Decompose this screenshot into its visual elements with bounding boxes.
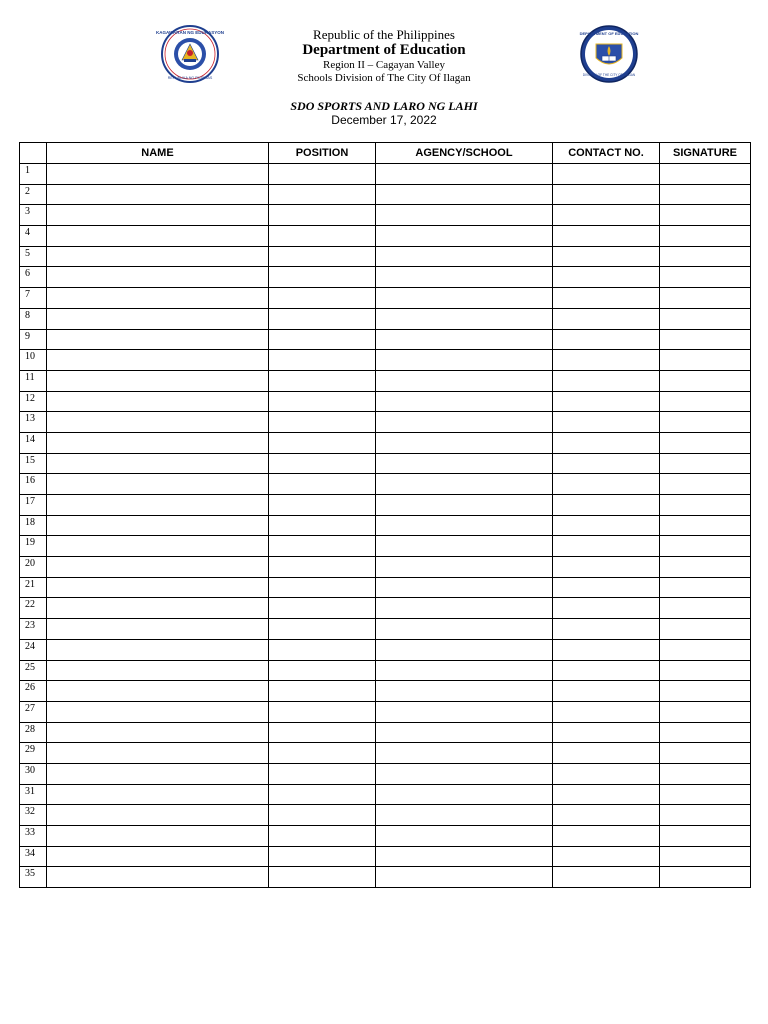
row-number: 9 [20, 329, 47, 350]
contact-no-cell[interactable] [553, 453, 660, 474]
agency-school-cell[interactable] [376, 557, 553, 578]
agency-school-cell[interactable] [376, 619, 553, 640]
table-row [20, 598, 751, 619]
agency-school-cell[interactable] [376, 246, 553, 267]
agency-school-cell[interactable] [376, 536, 553, 557]
contact-no-cell[interactable] [553, 474, 660, 495]
name-cell[interactable] [47, 267, 269, 288]
position-cell[interactable] [269, 267, 376, 288]
signature-cell[interactable] [660, 536, 751, 557]
position-cell[interactable] [269, 557, 376, 578]
position-cell[interactable] [269, 412, 376, 433]
position-cell[interactable] [269, 722, 376, 743]
right-seal-top-text: DEPARTMENT OF EDUCATION [579, 31, 639, 36]
row-number: 25 [20, 660, 47, 681]
position-cell[interactable] [269, 370, 376, 391]
contact-no-cell[interactable] [553, 743, 660, 764]
signature-cell[interactable] [660, 846, 751, 867]
name-cell[interactable] [47, 350, 269, 371]
contact-no-cell[interactable] [553, 784, 660, 805]
table-row [20, 826, 751, 847]
contact-no-cell[interactable] [553, 246, 660, 267]
signature-cell[interactable] [660, 391, 751, 412]
name-cell[interactable] [47, 826, 269, 847]
row-number: 13 [20, 412, 47, 433]
position-cell[interactable] [269, 453, 376, 474]
row-number: 15 [20, 453, 47, 474]
table-row [20, 536, 751, 557]
department-title: Department of Education [302, 42, 466, 58]
table-row [20, 329, 751, 350]
signature-cell[interactable] [660, 577, 751, 598]
position-cell[interactable] [269, 205, 376, 226]
agency-school-cell[interactable] [376, 784, 553, 805]
row-number: 24 [20, 639, 47, 660]
table-row [20, 267, 751, 288]
name-cell[interactable] [47, 205, 269, 226]
name-cell[interactable] [47, 474, 269, 495]
table-row [20, 308, 751, 329]
position-cell[interactable] [269, 846, 376, 867]
row-number: 11 [20, 370, 47, 391]
table-row [20, 474, 751, 495]
signature-cell[interactable] [660, 681, 751, 702]
signature-cell[interactable] [660, 763, 751, 784]
position-cell[interactable] [269, 308, 376, 329]
signature-cell[interactable] [660, 164, 751, 185]
agency-school-cell[interactable] [376, 432, 553, 453]
contact-no-cell[interactable] [553, 350, 660, 371]
position-cell[interactable] [269, 598, 376, 619]
contact-no-cell[interactable] [553, 557, 660, 578]
table-row [20, 164, 751, 185]
left-seal-top-text: KAGAWARAN NG EDUKASYON [155, 30, 225, 35]
agency-school-cell[interactable] [376, 164, 553, 185]
name-cell[interactable] [47, 370, 269, 391]
position-cell[interactable] [269, 639, 376, 660]
position-cell[interactable] [269, 432, 376, 453]
agency-school-cell[interactable] [376, 205, 553, 226]
row-number: 2 [20, 184, 47, 205]
contact-no-cell[interactable] [553, 763, 660, 784]
table-row [20, 867, 751, 888]
position-cell[interactable] [269, 701, 376, 722]
row-number: 5 [20, 246, 47, 267]
agency-school-cell[interactable] [376, 329, 553, 350]
name-cell[interactable] [47, 536, 269, 557]
position-cell[interactable] [269, 536, 376, 557]
name-cell[interactable] [47, 557, 269, 578]
position-column-header: POSITION [269, 143, 376, 164]
name-cell[interactable] [47, 164, 269, 185]
signature-cell[interactable] [660, 826, 751, 847]
signature-cell[interactable] [660, 453, 751, 474]
name-cell[interactable] [47, 598, 269, 619]
table-row [20, 515, 751, 536]
signature-cell[interactable] [660, 474, 751, 495]
contact-no-cell[interactable] [553, 701, 660, 722]
position-cell[interactable] [269, 350, 376, 371]
contact-no-cell[interactable] [553, 495, 660, 516]
row-number: 23 [20, 619, 47, 640]
agency-school-cell[interactable] [376, 226, 553, 247]
name-cell[interactable] [47, 391, 269, 412]
position-cell[interactable] [269, 660, 376, 681]
name-cell[interactable] [47, 660, 269, 681]
position-cell[interactable] [269, 474, 376, 495]
agency-school-cell[interactable] [376, 598, 553, 619]
signature-cell[interactable] [660, 432, 751, 453]
region-text: Region II – Cagayan Valley [323, 59, 445, 71]
agency-school-cell[interactable] [376, 495, 553, 516]
row-number: 20 [20, 557, 47, 578]
agency-school-cell[interactable] [376, 826, 553, 847]
agency-school-cell[interactable] [376, 743, 553, 764]
signature-cell[interactable] [660, 805, 751, 826]
position-cell[interactable] [269, 763, 376, 784]
agency-school-cell[interactable] [376, 577, 553, 598]
row-number: 14 [20, 432, 47, 453]
row-number: 33 [20, 826, 47, 847]
position-cell[interactable] [269, 226, 376, 247]
row-number: 32 [20, 805, 47, 826]
name-cell[interactable] [47, 784, 269, 805]
name-cell[interactable] [47, 453, 269, 474]
table-row [20, 681, 751, 702]
table-row [20, 701, 751, 722]
number-column-header [20, 143, 47, 164]
row-number: 26 [20, 681, 47, 702]
position-cell[interactable] [269, 743, 376, 764]
sdo-ilagan-seal-icon [574, 24, 644, 84]
position-cell[interactable] [269, 681, 376, 702]
name-cell[interactable] [47, 329, 269, 350]
event-date: December 17, 2022 [331, 113, 437, 127]
contact-no-cell[interactable] [553, 826, 660, 847]
contact-no-cell[interactable] [553, 639, 660, 660]
table-row [20, 805, 751, 826]
signature-cell[interactable] [660, 867, 751, 888]
signature-cell[interactable] [660, 784, 751, 805]
position-cell[interactable] [269, 826, 376, 847]
name-cell[interactable] [47, 288, 269, 309]
agency-school-cell[interactable] [376, 846, 553, 867]
row-number: 12 [20, 391, 47, 412]
name-cell[interactable] [47, 412, 269, 433]
signature-cell[interactable] [660, 267, 751, 288]
row-number: 21 [20, 577, 47, 598]
name-cell[interactable] [47, 722, 269, 743]
table-row [20, 453, 751, 474]
name-cell[interactable] [47, 763, 269, 784]
contact-no-cell[interactable] [553, 722, 660, 743]
table-row [20, 412, 751, 433]
agency-school-cell[interactable] [376, 722, 553, 743]
signature-cell[interactable] [660, 557, 751, 578]
name-cell[interactable] [47, 867, 269, 888]
table-row [20, 763, 751, 784]
position-cell[interactable] [269, 805, 376, 826]
table-row [20, 577, 751, 598]
letterhead [0, 26, 768, 84]
agency-school-cell[interactable] [376, 660, 553, 681]
signature-cell[interactable] [660, 412, 751, 433]
signature-cell[interactable] [660, 701, 751, 722]
row-number: 17 [20, 495, 47, 516]
name-cell[interactable] [47, 619, 269, 640]
division-text: Schools Division of The City Of Ilagan [297, 72, 471, 84]
contact-no-cell[interactable] [553, 205, 660, 226]
signature-cell[interactable] [660, 246, 751, 267]
name-cell[interactable] [47, 226, 269, 247]
agency-school-cell[interactable] [376, 184, 553, 205]
contact-no-cell[interactable] [553, 329, 660, 350]
contact-no-column-header: CONTACT NO. [553, 143, 660, 164]
row-number: 3 [20, 205, 47, 226]
name-cell[interactable] [47, 805, 269, 826]
position-cell[interactable] [269, 577, 376, 598]
name-cell[interactable] [47, 432, 269, 453]
contact-no-cell[interactable] [553, 846, 660, 867]
signature-cell[interactable] [660, 329, 751, 350]
agency-school-cell[interactable] [376, 639, 553, 660]
row-number: 34 [20, 846, 47, 867]
row-number: 35 [20, 867, 47, 888]
row-number: 8 [20, 308, 47, 329]
table-row [20, 226, 751, 247]
row-number: 4 [20, 226, 47, 247]
contact-no-cell[interactable] [553, 412, 660, 433]
name-cell[interactable] [47, 639, 269, 660]
row-number: 19 [20, 536, 47, 557]
name-cell[interactable] [47, 681, 269, 702]
contact-no-cell[interactable] [553, 867, 660, 888]
table-body [20, 164, 751, 888]
name-cell[interactable] [47, 515, 269, 536]
table-row [20, 619, 751, 640]
signature-cell[interactable] [660, 288, 751, 309]
contact-no-cell[interactable] [553, 805, 660, 826]
row-number: 22 [20, 598, 47, 619]
table-row [20, 846, 751, 867]
position-cell[interactable] [269, 784, 376, 805]
contact-no-cell[interactable] [553, 577, 660, 598]
signature-cell[interactable] [660, 660, 751, 681]
name-cell[interactable] [47, 577, 269, 598]
position-cell[interactable] [269, 495, 376, 516]
agency-school-cell[interactable] [376, 308, 553, 329]
table-row [20, 432, 751, 453]
table-row [20, 370, 751, 391]
position-cell[interactable] [269, 184, 376, 205]
right-seal-bottom-text: DIVISION OF THE CITY OF ILAGAN [582, 73, 636, 77]
contact-no-cell[interactable] [553, 288, 660, 309]
agency-school-column-header: AGENCY/SCHOOL [376, 143, 553, 164]
table-row [20, 350, 751, 371]
row-number: 28 [20, 722, 47, 743]
row-number: 30 [20, 763, 47, 784]
row-number: 7 [20, 288, 47, 309]
signature-cell[interactable] [660, 205, 751, 226]
table-row [20, 495, 751, 516]
table-row [20, 722, 751, 743]
name-cell[interactable] [47, 246, 269, 267]
row-number: 6 [20, 267, 47, 288]
table-row [20, 205, 751, 226]
contact-no-cell[interactable] [553, 681, 660, 702]
agency-school-cell[interactable] [376, 391, 553, 412]
agency-school-cell[interactable] [376, 370, 553, 391]
position-cell[interactable] [269, 391, 376, 412]
contact-no-cell[interactable] [553, 660, 660, 681]
contact-no-cell[interactable] [553, 164, 660, 185]
agency-school-cell[interactable] [376, 763, 553, 784]
signature-cell[interactable] [660, 722, 751, 743]
name-cell[interactable] [47, 184, 269, 205]
agency-school-cell[interactable] [376, 515, 553, 536]
name-cell[interactable] [47, 846, 269, 867]
name-column-header: NAME [47, 143, 269, 164]
position-cell[interactable] [269, 329, 376, 350]
agency-school-cell[interactable] [376, 412, 553, 433]
table-row [20, 391, 751, 412]
position-cell[interactable] [269, 515, 376, 536]
table-row [20, 246, 751, 267]
signature-cell[interactable] [660, 495, 751, 516]
agency-school-cell[interactable] [376, 267, 553, 288]
position-cell[interactable] [269, 164, 376, 185]
position-cell[interactable] [269, 619, 376, 640]
contact-no-cell[interactable] [553, 391, 660, 412]
signature-cell[interactable] [660, 619, 751, 640]
row-number: 27 [20, 701, 47, 722]
contact-no-cell[interactable] [553, 226, 660, 247]
signature-cell[interactable] [660, 639, 751, 660]
contact-no-cell[interactable] [553, 267, 660, 288]
attendance-table [19, 142, 751, 888]
row-number: 16 [20, 474, 47, 495]
signature-cell[interactable] [660, 743, 751, 764]
agency-school-cell[interactable] [376, 288, 553, 309]
signature-cell[interactable] [660, 308, 751, 329]
row-number: 1 [20, 164, 47, 185]
contact-no-cell[interactable] [553, 515, 660, 536]
agency-school-cell[interactable] [376, 681, 553, 702]
signature-cell[interactable] [660, 184, 751, 205]
agency-school-cell[interactable] [376, 350, 553, 371]
table-row [20, 660, 751, 681]
position-cell[interactable] [269, 246, 376, 267]
signature-cell[interactable] [660, 515, 751, 536]
contact-no-cell[interactable] [553, 536, 660, 557]
name-cell[interactable] [47, 495, 269, 516]
contact-no-cell[interactable] [553, 619, 660, 640]
signature-cell[interactable] [660, 226, 751, 247]
contact-no-cell[interactable] [553, 308, 660, 329]
position-cell[interactable] [269, 288, 376, 309]
table-row [20, 288, 751, 309]
row-number: 31 [20, 784, 47, 805]
table-row [20, 784, 751, 805]
signature-cell[interactable] [660, 350, 751, 371]
left-seal-bottom-text: REPUBLIKA NG PILIPINAS [167, 76, 213, 80]
agency-school-cell[interactable] [376, 474, 553, 495]
table-header-row [20, 143, 751, 164]
contact-no-cell[interactable] [553, 370, 660, 391]
agency-school-cell[interactable] [376, 805, 553, 826]
contact-no-cell[interactable] [553, 184, 660, 205]
contact-no-cell[interactable] [553, 598, 660, 619]
position-cell[interactable] [269, 867, 376, 888]
table-row [20, 743, 751, 764]
table-row [20, 184, 751, 205]
row-number: 29 [20, 743, 47, 764]
name-cell[interactable] [47, 743, 269, 764]
name-cell[interactable] [47, 308, 269, 329]
event-title: SDO SPORTS AND LARO NG LAHI [290, 99, 478, 113]
signature-cell[interactable] [660, 370, 751, 391]
table-row [20, 557, 751, 578]
name-cell[interactable] [47, 701, 269, 722]
row-number: 18 [20, 515, 47, 536]
agency-school-cell[interactable] [376, 453, 553, 474]
table-row [20, 639, 751, 660]
signature-column-header: SIGNATURE [660, 143, 751, 164]
row-number: 10 [20, 350, 47, 371]
republic-text: Republic of the Philippines [313, 27, 455, 42]
contact-no-cell[interactable] [553, 432, 660, 453]
agency-school-cell[interactable] [376, 867, 553, 888]
signature-cell[interactable] [660, 598, 751, 619]
agency-school-cell[interactable] [376, 701, 553, 722]
